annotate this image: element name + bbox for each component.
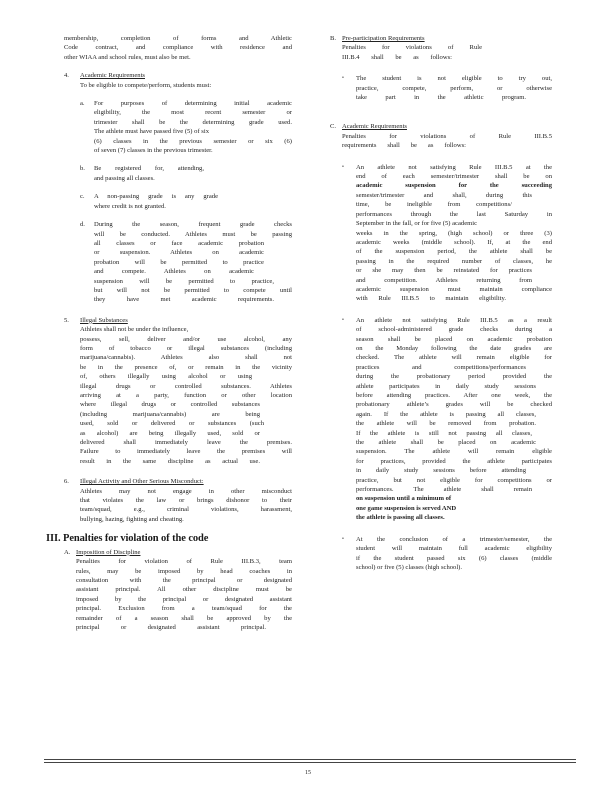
text-line: An athlete not satisfying Rule III.B.5 at the xyxy=(356,163,552,171)
text-line: An athlete not satisfying Rule III.B.5 as a result xyxy=(356,316,552,324)
text-line: performances through the last Saturday in xyxy=(356,210,552,218)
text-line: Penalties for violations of Rule xyxy=(342,44,482,52)
text-line: used, sold or delivered or substances (such xyxy=(80,420,264,428)
text-line: delivered shall immediately leave the premises. xyxy=(80,439,292,447)
section-letter: C. xyxy=(330,123,337,131)
item-heading: Academic Requirements xyxy=(80,72,145,80)
text-line: The student is not eligible to try out, xyxy=(356,75,552,83)
text-line: Penalties for violations of Rule III.B.5 xyxy=(342,132,552,140)
text-line: student will maintain full academic eligibility xyxy=(356,545,552,553)
text-line: during the probationary period provided the xyxy=(356,373,552,381)
bullet-icon: • xyxy=(342,535,344,542)
text-line: one game suspension is served AND xyxy=(356,504,457,512)
section-b xyxy=(330,34,552,102)
text-line: and compete. Athletes on academic xyxy=(94,268,254,276)
text-line: be in the presence of, or remain in the vicinity xyxy=(80,363,292,371)
left-column xyxy=(46,34,292,632)
text-line: bullying, hazing, fighting and cheating. xyxy=(80,515,184,523)
text-line: Athletes may not engage in other misconduct xyxy=(80,487,292,495)
text-line: consultation with the principal or designated xyxy=(76,576,292,584)
text-line: The athlete must have passed five (5) of six xyxy=(94,128,209,136)
text-line: athlete participates in daily study sessions xyxy=(356,382,536,390)
text-line: suspension. The athlete will remain eligible xyxy=(356,448,552,456)
text-line: Athletes shall not be under the influence, xyxy=(80,326,189,334)
text-line: but will not be permitted to compete until xyxy=(94,286,292,294)
rule-item-illegal-activity xyxy=(64,477,292,524)
text-line: as alcohol) are being illegally used, sold or xyxy=(80,429,260,437)
bullet-item xyxy=(342,163,552,304)
bullet-icon: • xyxy=(342,75,344,82)
text-line: principal. Exclusion from a team/squad for the xyxy=(76,605,292,613)
text-line: of seven (7) classes in the previous trimester. xyxy=(94,147,213,155)
text-line: they have met academic requirements. xyxy=(94,296,274,304)
text-line: To be eligible to compete/perform, students must: xyxy=(80,81,212,89)
sub-item-b xyxy=(80,164,292,183)
bullet-item xyxy=(342,74,552,102)
item-heading: Illegal Substances xyxy=(80,316,128,324)
sub-item-a xyxy=(80,99,292,155)
right-column xyxy=(330,34,552,572)
text-line: imposed by the principal or designated assistant xyxy=(76,595,292,603)
text-line: of school-administered grade checks during a xyxy=(356,326,552,334)
page-number: 15 xyxy=(305,770,311,776)
bullet-item xyxy=(342,535,552,573)
text-line: with Rule III.B.5 to maintain eligibility. xyxy=(356,295,506,303)
text-line: before attending practices. After one week, the xyxy=(356,392,552,399)
text-line: III.B.4 shall be as follows: xyxy=(342,53,452,61)
text-line: (6) classes in the previous semester or six (6) xyxy=(94,137,292,145)
text-line: that violates the law or brings dishonor to their xyxy=(80,497,292,505)
text-line: the athlete will be removed from probation. xyxy=(356,420,536,428)
text-line: rules, may be imposed by head coaches in xyxy=(76,567,292,575)
text-line: performances. The athlete shall remain xyxy=(356,486,532,494)
text-line: For purposes of determining initial academic xyxy=(94,100,292,108)
text-line: end of each semester/trimester shall be on xyxy=(356,173,552,181)
text-line: the athlete is passing all classes. xyxy=(356,514,445,522)
text-line: practice, but not eligible for competitions or xyxy=(356,476,552,484)
text-line: practice, compete, perform, or otherwise xyxy=(356,84,552,92)
text-line: if the student passed six (6) classes (middle xyxy=(356,554,552,562)
text-line: weeks in the spring, (high school) or three (3) xyxy=(356,229,552,237)
bullet-icon: • xyxy=(342,316,344,323)
text-line: probation will be permitted to practice xyxy=(94,258,264,266)
item-heading: Illegal Activity and Other Serious Misconduct: xyxy=(80,478,204,486)
text-line: Be registered for, attending, xyxy=(94,165,204,173)
text-line: academic suspension for the succeeding xyxy=(356,182,552,190)
sub-item-d xyxy=(80,220,292,305)
text-line: and competition. Athletes returning from xyxy=(356,276,532,284)
text-line: If the athlete is still not passing all classes, xyxy=(356,429,532,437)
section-c xyxy=(330,122,552,572)
item-number: 5. xyxy=(64,316,69,324)
text-line: requirements shall be as follows: xyxy=(342,142,466,150)
text-line: trimester shall be the determining grade used. xyxy=(94,118,292,126)
section-title: III. Penalties for violation of the code xyxy=(46,533,209,545)
text-line: passing in the required number of classes, he xyxy=(356,257,552,265)
section-a xyxy=(64,548,292,633)
text-line: of the suspension period, the athlete shall be xyxy=(356,248,552,256)
text-line: academic weeks (middle school). If, at the end xyxy=(356,238,552,246)
sub-number: a. xyxy=(80,100,85,108)
footer-divider xyxy=(44,762,576,763)
text-line: (including marijuana/cannabis) are being xyxy=(80,410,260,418)
text-line: marijuana/cannabis). Athletes also shall not xyxy=(80,354,292,362)
text-line: suspension will be permitted to practice, xyxy=(94,277,274,285)
text-line: where illegal drugs or controlled substances xyxy=(80,401,260,409)
section-letter: A. xyxy=(64,548,71,556)
section-heading: Imposition of Discipline xyxy=(76,548,141,556)
text-line: in daily study sessions before attending xyxy=(356,467,526,475)
section-heading: Pre-participation Requirements xyxy=(342,35,425,42)
text-line: on suspension until a minimum of xyxy=(356,495,452,503)
text-line: During the season, frequent grade checks xyxy=(94,221,292,229)
bullet-icon: • xyxy=(342,163,344,170)
sub-number: b. xyxy=(80,165,85,173)
text-line: checked. The athlete will remain eligible for xyxy=(356,354,552,362)
text-line: Code contract, and compliance with residence and xyxy=(64,44,292,52)
text-line: September in the fall, or for five (5) academic xyxy=(356,220,478,228)
rule-item-academic xyxy=(64,71,292,305)
text-line: will be conducted. Athletes must be passing xyxy=(94,230,292,238)
text-line: Failure to immediately leave the premises will xyxy=(80,448,292,456)
sub-item-c xyxy=(80,192,292,211)
text-line: principal or designated assistant principal. xyxy=(76,623,266,631)
text-line: other WIAA and school rules, must also be met. xyxy=(64,53,191,61)
text-line: time, be ineligible from competitions/ xyxy=(356,201,512,209)
text-line: semester/trimester and shall, during this xyxy=(356,191,532,199)
text-line: membership, completion of forms and Athletic xyxy=(64,35,292,42)
sub-number: d. xyxy=(80,221,85,229)
text-line: At the conclusion of a trimester/semester, the xyxy=(356,535,552,543)
text-line: and passing all classes. xyxy=(94,174,155,182)
text-line: all classes or face academic probation xyxy=(94,239,264,247)
text-line: practices and competitions/performances xyxy=(356,363,526,371)
rule-item-illegal-substances xyxy=(64,316,292,467)
intro-paragraph xyxy=(64,34,292,62)
text-line: remainder of a season shall be approved by the xyxy=(76,614,292,622)
section-heading: Academic Requirements xyxy=(342,123,407,131)
sub-number: c. xyxy=(80,193,85,201)
text-line: season shall be placed on academic probation xyxy=(356,335,552,343)
text-line: of, others illegally using alcohol or using xyxy=(80,373,252,381)
text-line: take part in the athletic program. xyxy=(356,94,526,102)
text-line: probationary athlete’s grades will be checked xyxy=(356,401,552,409)
text-line: Penalties for violation of Rule III.B.3, team xyxy=(76,558,292,566)
text-line: illegal drugs or controlled substances. Athletes xyxy=(80,382,292,390)
text-line: on the Monday following the date grades are xyxy=(356,344,552,352)
text-line: where credit is not granted. xyxy=(94,202,166,210)
text-line: the athlete shall be placed on academic xyxy=(356,439,536,447)
bullet-item xyxy=(342,316,552,523)
footer-divider xyxy=(44,759,576,760)
text-line: arriving at a party, function or other location xyxy=(80,392,292,399)
text-line: A non-passing grade is any grade xyxy=(94,193,218,201)
text-line: assistant principal. All other discipline must be xyxy=(76,586,292,594)
text-line: result in the same discipline as actual use. xyxy=(80,457,260,465)
text-line: academic suspension must maintain compliance xyxy=(356,285,552,293)
text-line: possess, sell, deliver and/or use alcohol, any xyxy=(80,335,292,343)
text-line: eligibility, the most recent semester or xyxy=(94,109,292,117)
item-number: 6. xyxy=(64,478,69,486)
text-line: for practices, provided the athlete participates xyxy=(356,457,552,465)
section-letter: B. xyxy=(330,35,337,42)
text-line: again. If the athlete is passing all classes, xyxy=(356,410,536,418)
text-line: team/squad, e.g., criminal violations, harassment, xyxy=(80,506,292,514)
text-line: or she may then be reinstated for practices xyxy=(356,267,532,275)
item-number: 4. xyxy=(64,72,69,80)
text-line: or suspension. Athletes on academic xyxy=(94,249,264,257)
text-line: school) or five (5) classes (high school). xyxy=(356,563,463,571)
text-line: form of tobacco or illegal substances (including xyxy=(80,344,292,352)
